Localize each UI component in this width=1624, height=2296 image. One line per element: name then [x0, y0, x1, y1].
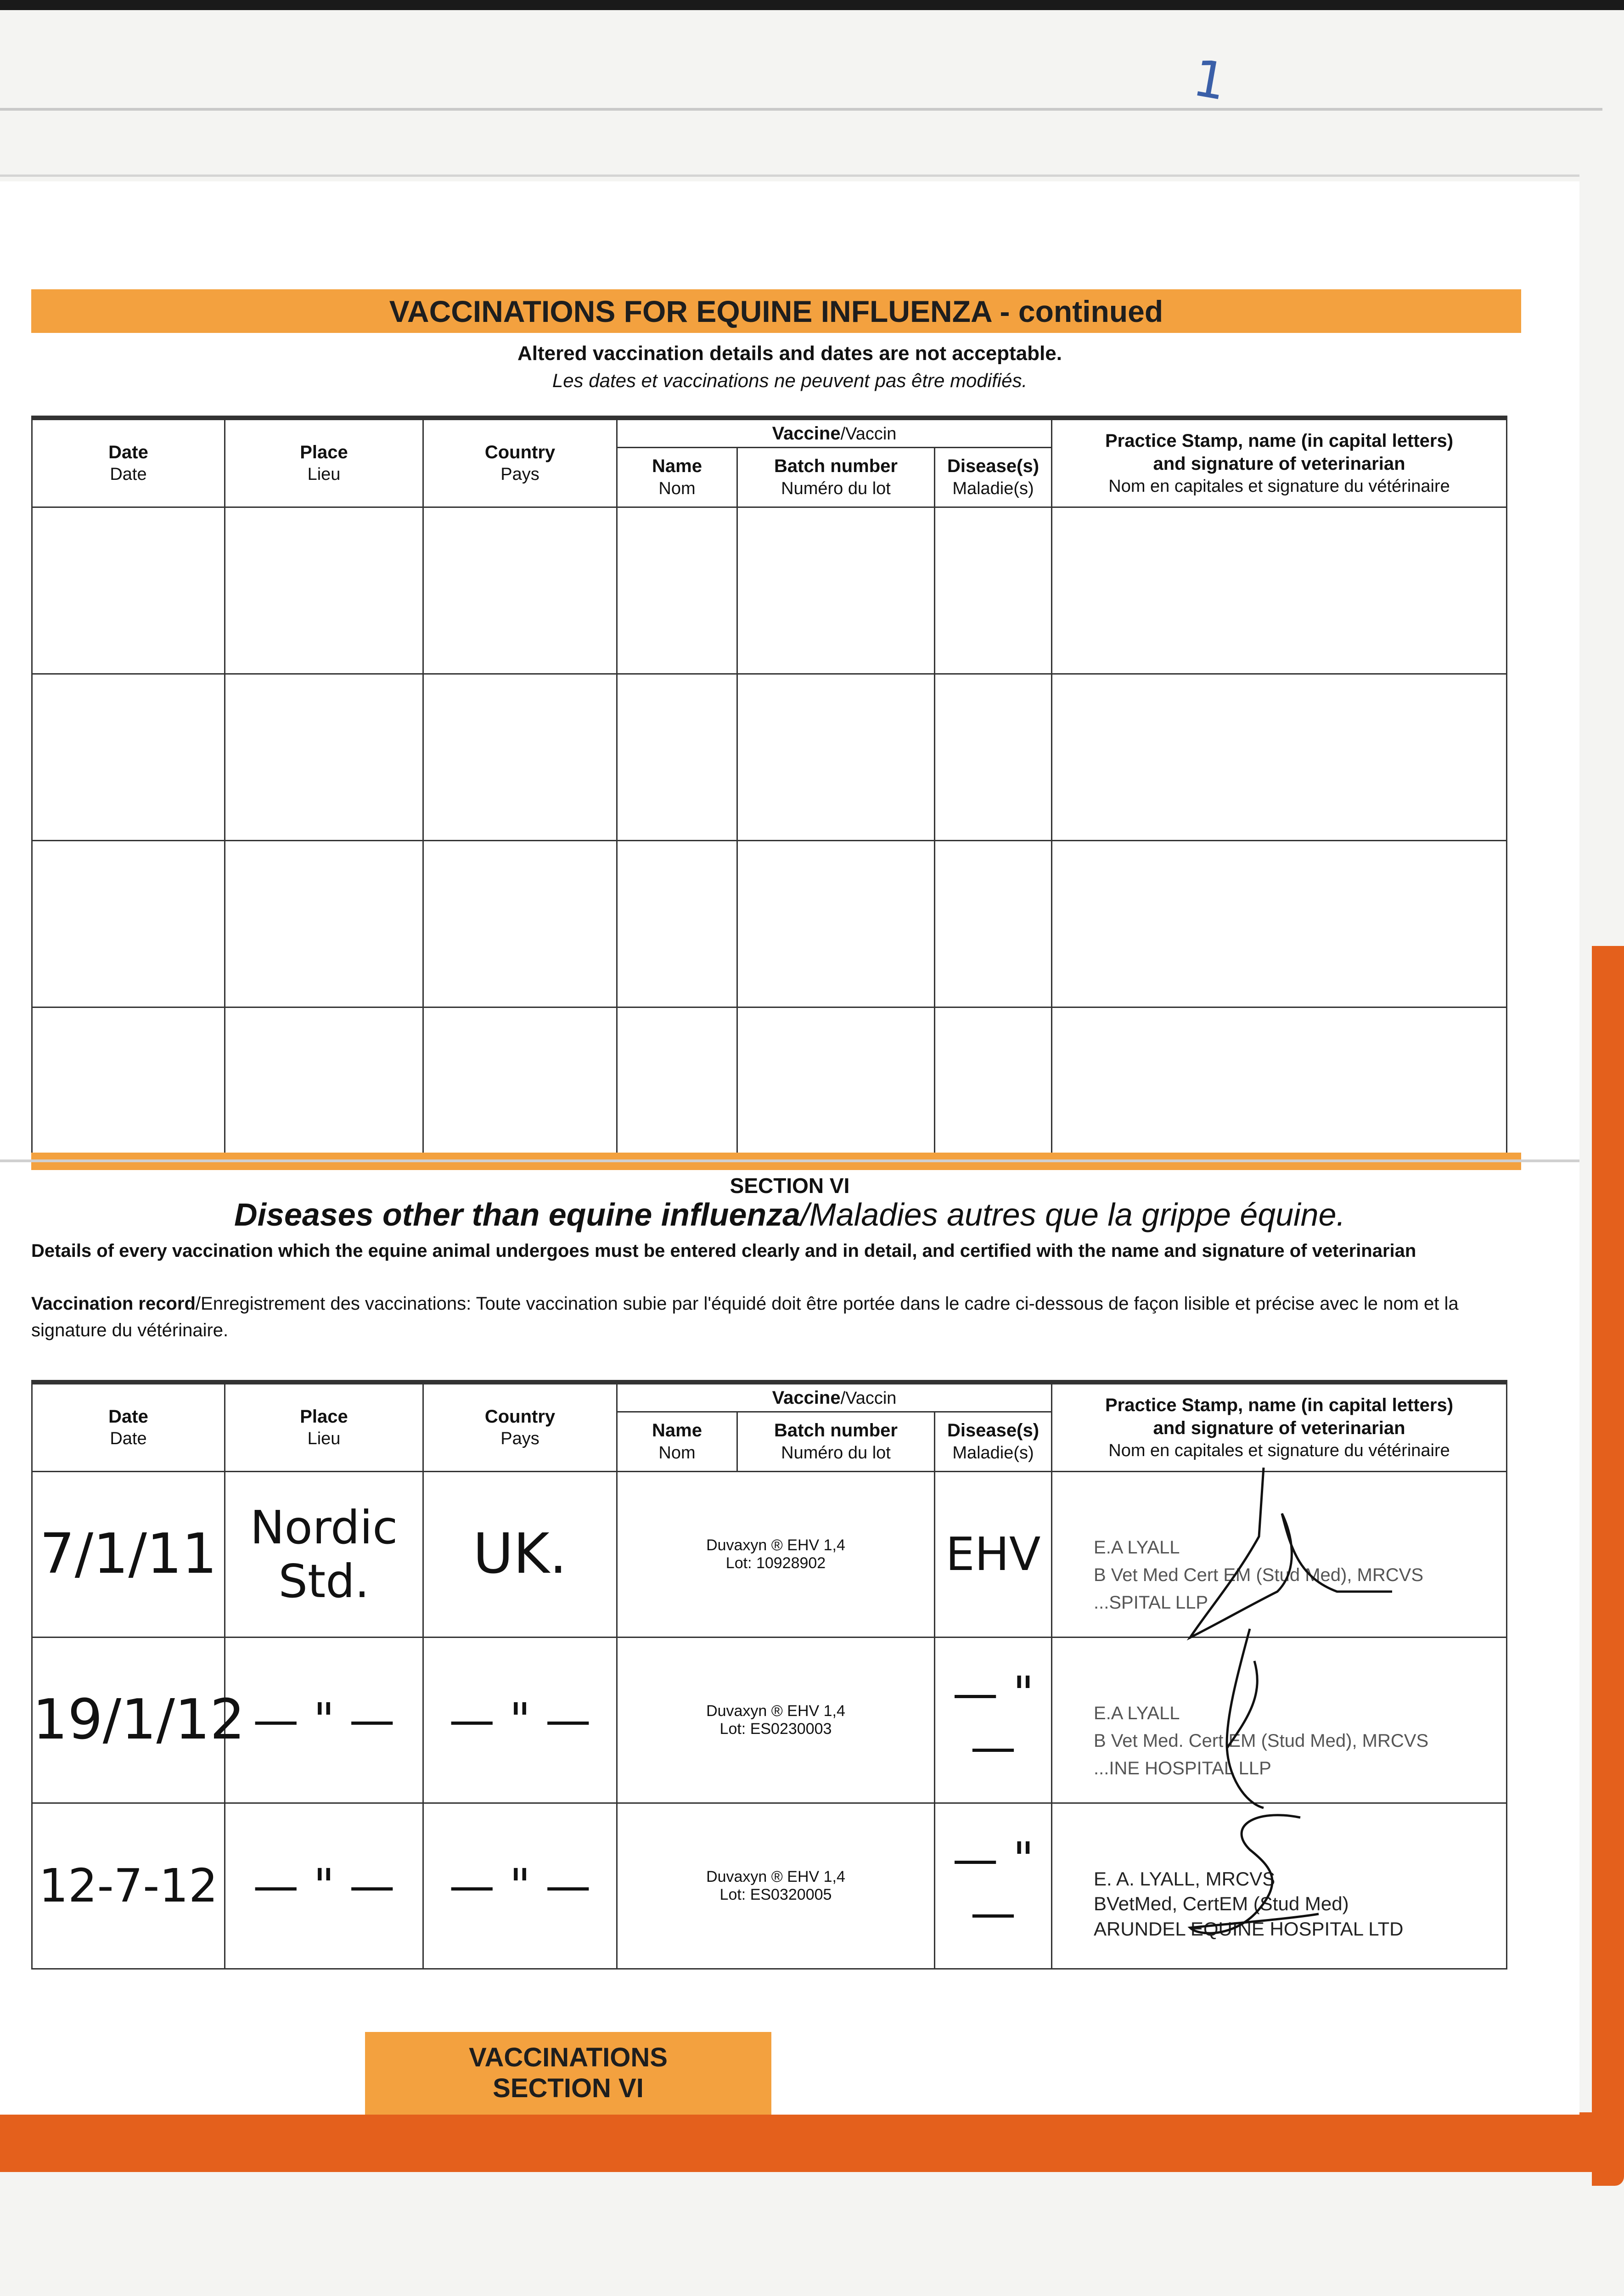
col-date: Date Date [32, 418, 225, 507]
record-disease: — " — [935, 1637, 1052, 1803]
record-place: — " — [225, 1637, 423, 1803]
record-country: UK. [423, 1471, 617, 1637]
instructions-english: Details of every vaccination which the equine animal undergoes must be entered clearly and in detail, and certified with the name and signature of veterinarian [31, 1241, 1416, 1261]
table-row [32, 507, 1507, 674]
record-date: 19/1/12 [32, 1637, 225, 1803]
instructions-french: Vaccination record/Enregistrement des vaccinations: Toute vaccination subie par l'équidé doit être portée dans le cadre ci-dessous de façon lisible et précise avec le nom et la signature du vétérinaire. [31, 1294, 1459, 1340]
notice-english: Altered vaccination details and dates are not acceptable. [517, 342, 1062, 365]
section-tab: VACCINATIONS SECTION VI [365, 2032, 771, 2115]
page-edge [0, 108, 1602, 111]
record-date: 12-7-12 [32, 1803, 225, 1969]
col-date: Date Date [32, 1382, 225, 1471]
record-country: — " — [423, 1803, 617, 1969]
passport-cover-bottom [0, 2112, 1612, 2172]
vet-stamp: E. A. LYALL, MRCVS BVetMed, CertEM (Stud Med) ARUNDEL EQUINE HOSPITAL LTD [1052, 1803, 1507, 1969]
record-disease: EHV [935, 1471, 1052, 1637]
passport-cover [1592, 946, 1624, 2186]
record-vaccine-label: Duvaxyn ® EHV 1,4 Lot: ES0320005 [617, 1803, 935, 1969]
col-practice-stamp: Practice Stamp, name (in capital letters) and signature of veterinarian Nom en capitales et signature du vétérinaire [1052, 418, 1507, 507]
col-vaccine-group: Vaccine/Vaccin [617, 1382, 1052, 1412]
col-vaccine-name: Name Nom [617, 447, 737, 507]
col-country: Country Pays [423, 1382, 617, 1471]
vet-stamp: E.A LYALL B Vet Med. Cert EM (Stud Med), MRCVS ...INE HOSPITAL LLP [1052, 1637, 1507, 1803]
vet-stamp: E.A LYALL B Vet Med Cert EM (Stud Med), MRCVS ...SPITAL LLP [1052, 1471, 1507, 1637]
record-place: — " — [225, 1803, 423, 1969]
col-practice-stamp: Practice Stamp, name (in capital letters) and signature of veterinarian Nom en capitales et signature du vétérinaire [1052, 1382, 1507, 1471]
table-row [32, 840, 1507, 1007]
section-label: SECTION VI [730, 1174, 850, 1198]
col-vaccine-name: Name Nom [617, 1412, 737, 1471]
page-edge [0, 174, 1579, 177]
handwritten-page-number: 1 [1189, 48, 1231, 112]
influenza-vaccination-table [31, 416, 1507, 1155]
col-place: Place Lieu [225, 418, 423, 507]
section-banner: VACCINATIONS FOR EQUINE INFLUENZA - continued [31, 289, 1521, 333]
page-fold [0, 1159, 1579, 1162]
col-vaccine-group: Vaccine/Vaccin [617, 418, 1052, 447]
section-title: Diseases other than equine influenza/Maladies autres que la grippe équine. [234, 1197, 1345, 1232]
table-row [32, 1007, 1507, 1155]
notice-french: Les dates et vaccinations ne peuvent pas être modifiés. [552, 370, 1028, 391]
col-place: Place Lieu [225, 1382, 423, 1471]
col-country: Country Pays [423, 418, 617, 507]
table-row [32, 1637, 1507, 1803]
other-vaccination-table [31, 1380, 1507, 1970]
record-vaccine-label: Duvaxyn ® EHV 1,4 Lot: 10928902 [617, 1471, 935, 1637]
col-diseases: Disease(s) Maladie(s) [935, 1412, 1052, 1471]
record-disease: — " — [935, 1803, 1052, 1969]
table-row [32, 674, 1507, 840]
table-row [32, 1471, 1507, 1637]
record-date: 7/1/11 [32, 1471, 225, 1637]
col-batch-number: Batch number Numéro du lot [737, 1412, 935, 1471]
col-diseases: Disease(s) Maladie(s) [935, 447, 1052, 507]
col-batch-number: Batch number Numéro du lot [737, 447, 935, 507]
record-place: Nordic Std. [225, 1471, 423, 1637]
table-row [32, 1803, 1507, 1969]
record-country: — " — [423, 1637, 617, 1803]
scan-top-edge [0, 0, 1624, 10]
record-vaccine-label: Duvaxyn ® EHV 1,4 Lot: ES0230003 [617, 1637, 935, 1803]
